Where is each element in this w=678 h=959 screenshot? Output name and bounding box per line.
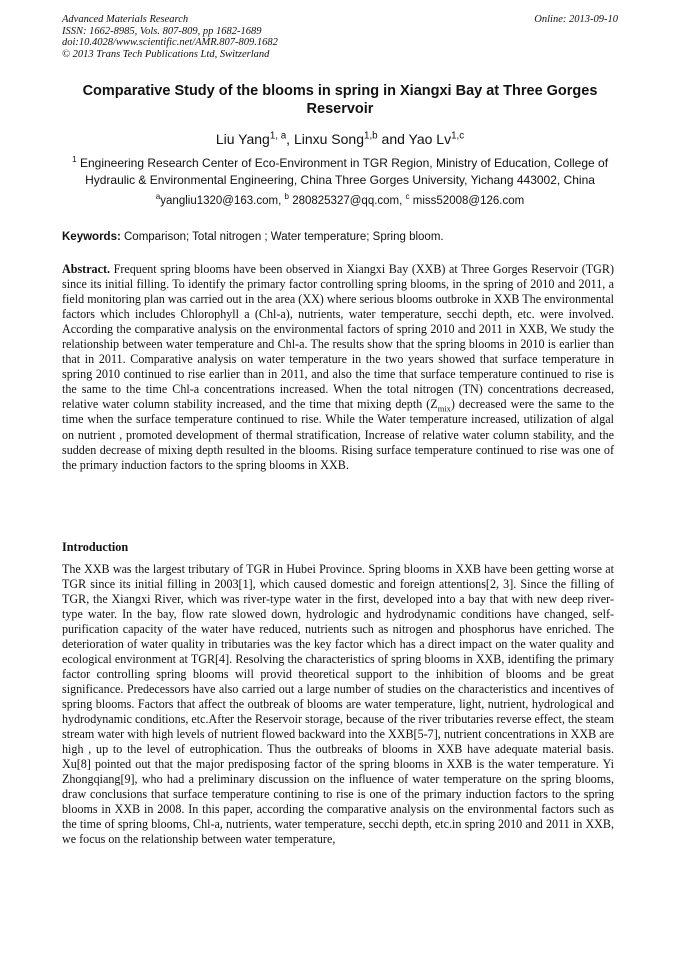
- journal-name: Advanced Materials Research: [62, 14, 189, 25]
- author-list: Liu Yang$^{1, a}$, Linxu Song$^{1,b}$ and Yao Lv$^{1,c}$: [215, 130, 465, 147]
- email-link[interactable]: yangliu1320@163.com,: [160, 195, 282, 207]
- keywords-text: Comparison; Total nitrogen ; Water temperature; Spring bloom.: [124, 231, 444, 243]
- abstract-text: ) decreased were the same to the time when the surface temperature continued to rise. While the Water temperature increased, utilization of algal on nutrient , promoted development of thermal stratification, Increase of relative water column stability, and the sudden decrease of mixing depth resulted in the blooms. Rising surface temperature continued to rise was one of the primary induction factors to the spring blooms in XXB.: [62, 397, 614, 472]
- author-sup: 1,c: [451, 130, 465, 142]
- issn-line: ISSN: 1662-8985, Vols. 807-809, pp 1682-1689: [62, 25, 262, 37]
- author-name: Liu Yang: [215, 131, 270, 147]
- email-sup: b: [284, 192, 289, 202]
- keywords-label: Keywords:: [62, 231, 121, 243]
- journal-header: [62, 14, 618, 60]
- author-name: Linxu Song: [293, 131, 365, 147]
- copyright-line: © 2013 Trans Tech Publications Ltd, Switzerland: [62, 48, 270, 60]
- email-link[interactable]: 280825327@qq.com,: [292, 195, 403, 207]
- paper-title: Comparative Study of the blooms in spring in Xiangxi Bay at Three Gorges Reservoir: [82, 83, 598, 117]
- doi-line: doi:10.4028/www.scientific.net/AMR.807-809.1682: [62, 37, 278, 48]
- introduction-text: The XXB was the largest tributary of TGR in Hubei Province. Spring blooms in XXB have been getting worse at TGR since its initial filling in 2003[1], which caused domestic and foreign attentions[2, 3]. Since the filling of TGR, the Xiangxi River, which was river-type water in the first, developed into a bay that with new deep river-type water. In the bay, flow rate slowed down, hydrologic and hydrodynamic conditions have changed, self-purification capacity of the water have reduced, nutrients such as nitrogen and phosphorus have enriched. The deterioration of water quality in tributaries was the key factor which has a direct impact on the water quality and ecological environment at TGR[4]. Resolving the characteristics of spring blooms in XXB, identifing the primary factor controlling spring blooms will provid theoretical support to the inhibition of blooms and be great significance. Predecessors have also carried out a large number of studies on the characteristics and incentives of spring blooms. Factors that affect the outbreak of blooms are water temperature, light, nutrient, hydrological and hydrodynamic conditions, etc.After the Reservoir storage, because of the river tributaries reverse effect, the steam stream water with high levels of nutrient flowed backward into the XXB[5-7], nutrient concentrations in XXB are high , up to the level of eutrophication. Thus the outbreaks of blooms in XXB have adequate material basis. Xu[8] pointed out that the major predisposing factor of the spring blooms in XXB is the water temperature. Yi Zhongqiang[9], who had a preliminary discussion on the influence of water temperature on the spring blooms, draw conclusions that surface temperature contining to rise is one of the primary induction factors to the spring blooms in XXB in 2008. In this paper, according the comparative analysis on the environmental factors such as the time of spring blooms, Chl-a, nutrients, water temperature, secchi depth, etc.in spring 2010 and 2011 in XXB, we focus on the relationship between water temperature,: [62, 562, 614, 847]
- author-emails: [62, 194, 618, 209]
- email-sup: a: [155, 192, 161, 202]
- author-name: Yao Lv: [408, 131, 452, 147]
- abstract-label: Abstract.: [62, 262, 111, 276]
- author-sup: 1, a: [269, 130, 287, 142]
- email-link[interactable]: miss52008@126.com: [412, 195, 525, 207]
- affiliation-sup: 1: [71, 154, 77, 164]
- abstract-text: Frequent spring blooms have been observed in Xiangxi Bay (XXB) at Three Gorges Reservoir (TGR) since its initial filling. To identify the primary factor controlling spring blooms, in the spring of 2010 and 2011, a field monitoring plan was carried out in the area (XX) where serious blooms outbroke in XXB The environmental factors which includes Chlorophyll a (Chl-a), nutrients, water temperature, secchi depth, etc. were involved. According the comparative analysis on the environmental factors of spring 2010 and 2011 in XXB, We study the relationship between water temperature and Chl-a. The results show that the spring blooms in 2010 is earlier than that in 2011. Comparative analysis on water temperature in the two years showed that surface temperature in spring 2010 continued to rise earlier than in 2011, and also the time that surface temperature continued to rise is the same to the time Chl-a concentrations increased. When the total nitrogen (TN) concentrations decreased, relative water column stability increased, and the time that mixing depth (Z: [62, 262, 614, 412]
- introduction-heading: Introduction: [62, 540, 129, 554]
- email-sup: c: [405, 192, 410, 202]
- abstract-subscript: mix: [437, 403, 451, 414]
- keywords: [62, 230, 618, 245]
- affiliation-text: Engineering Research Center of Eco-Environment in TGR Region, Ministry of Education, College of Hydraulic & Environmental Engineering, China Three Gorges University, Yichang 443002, China: [79, 156, 609, 187]
- and-text: and: [381, 131, 405, 147]
- affiliation: [62, 155, 618, 189]
- online-date: Online: 2013-09-10: [534, 14, 618, 25]
- author-sup: 1,b: [364, 130, 378, 142]
- abstract: [62, 262, 614, 473]
